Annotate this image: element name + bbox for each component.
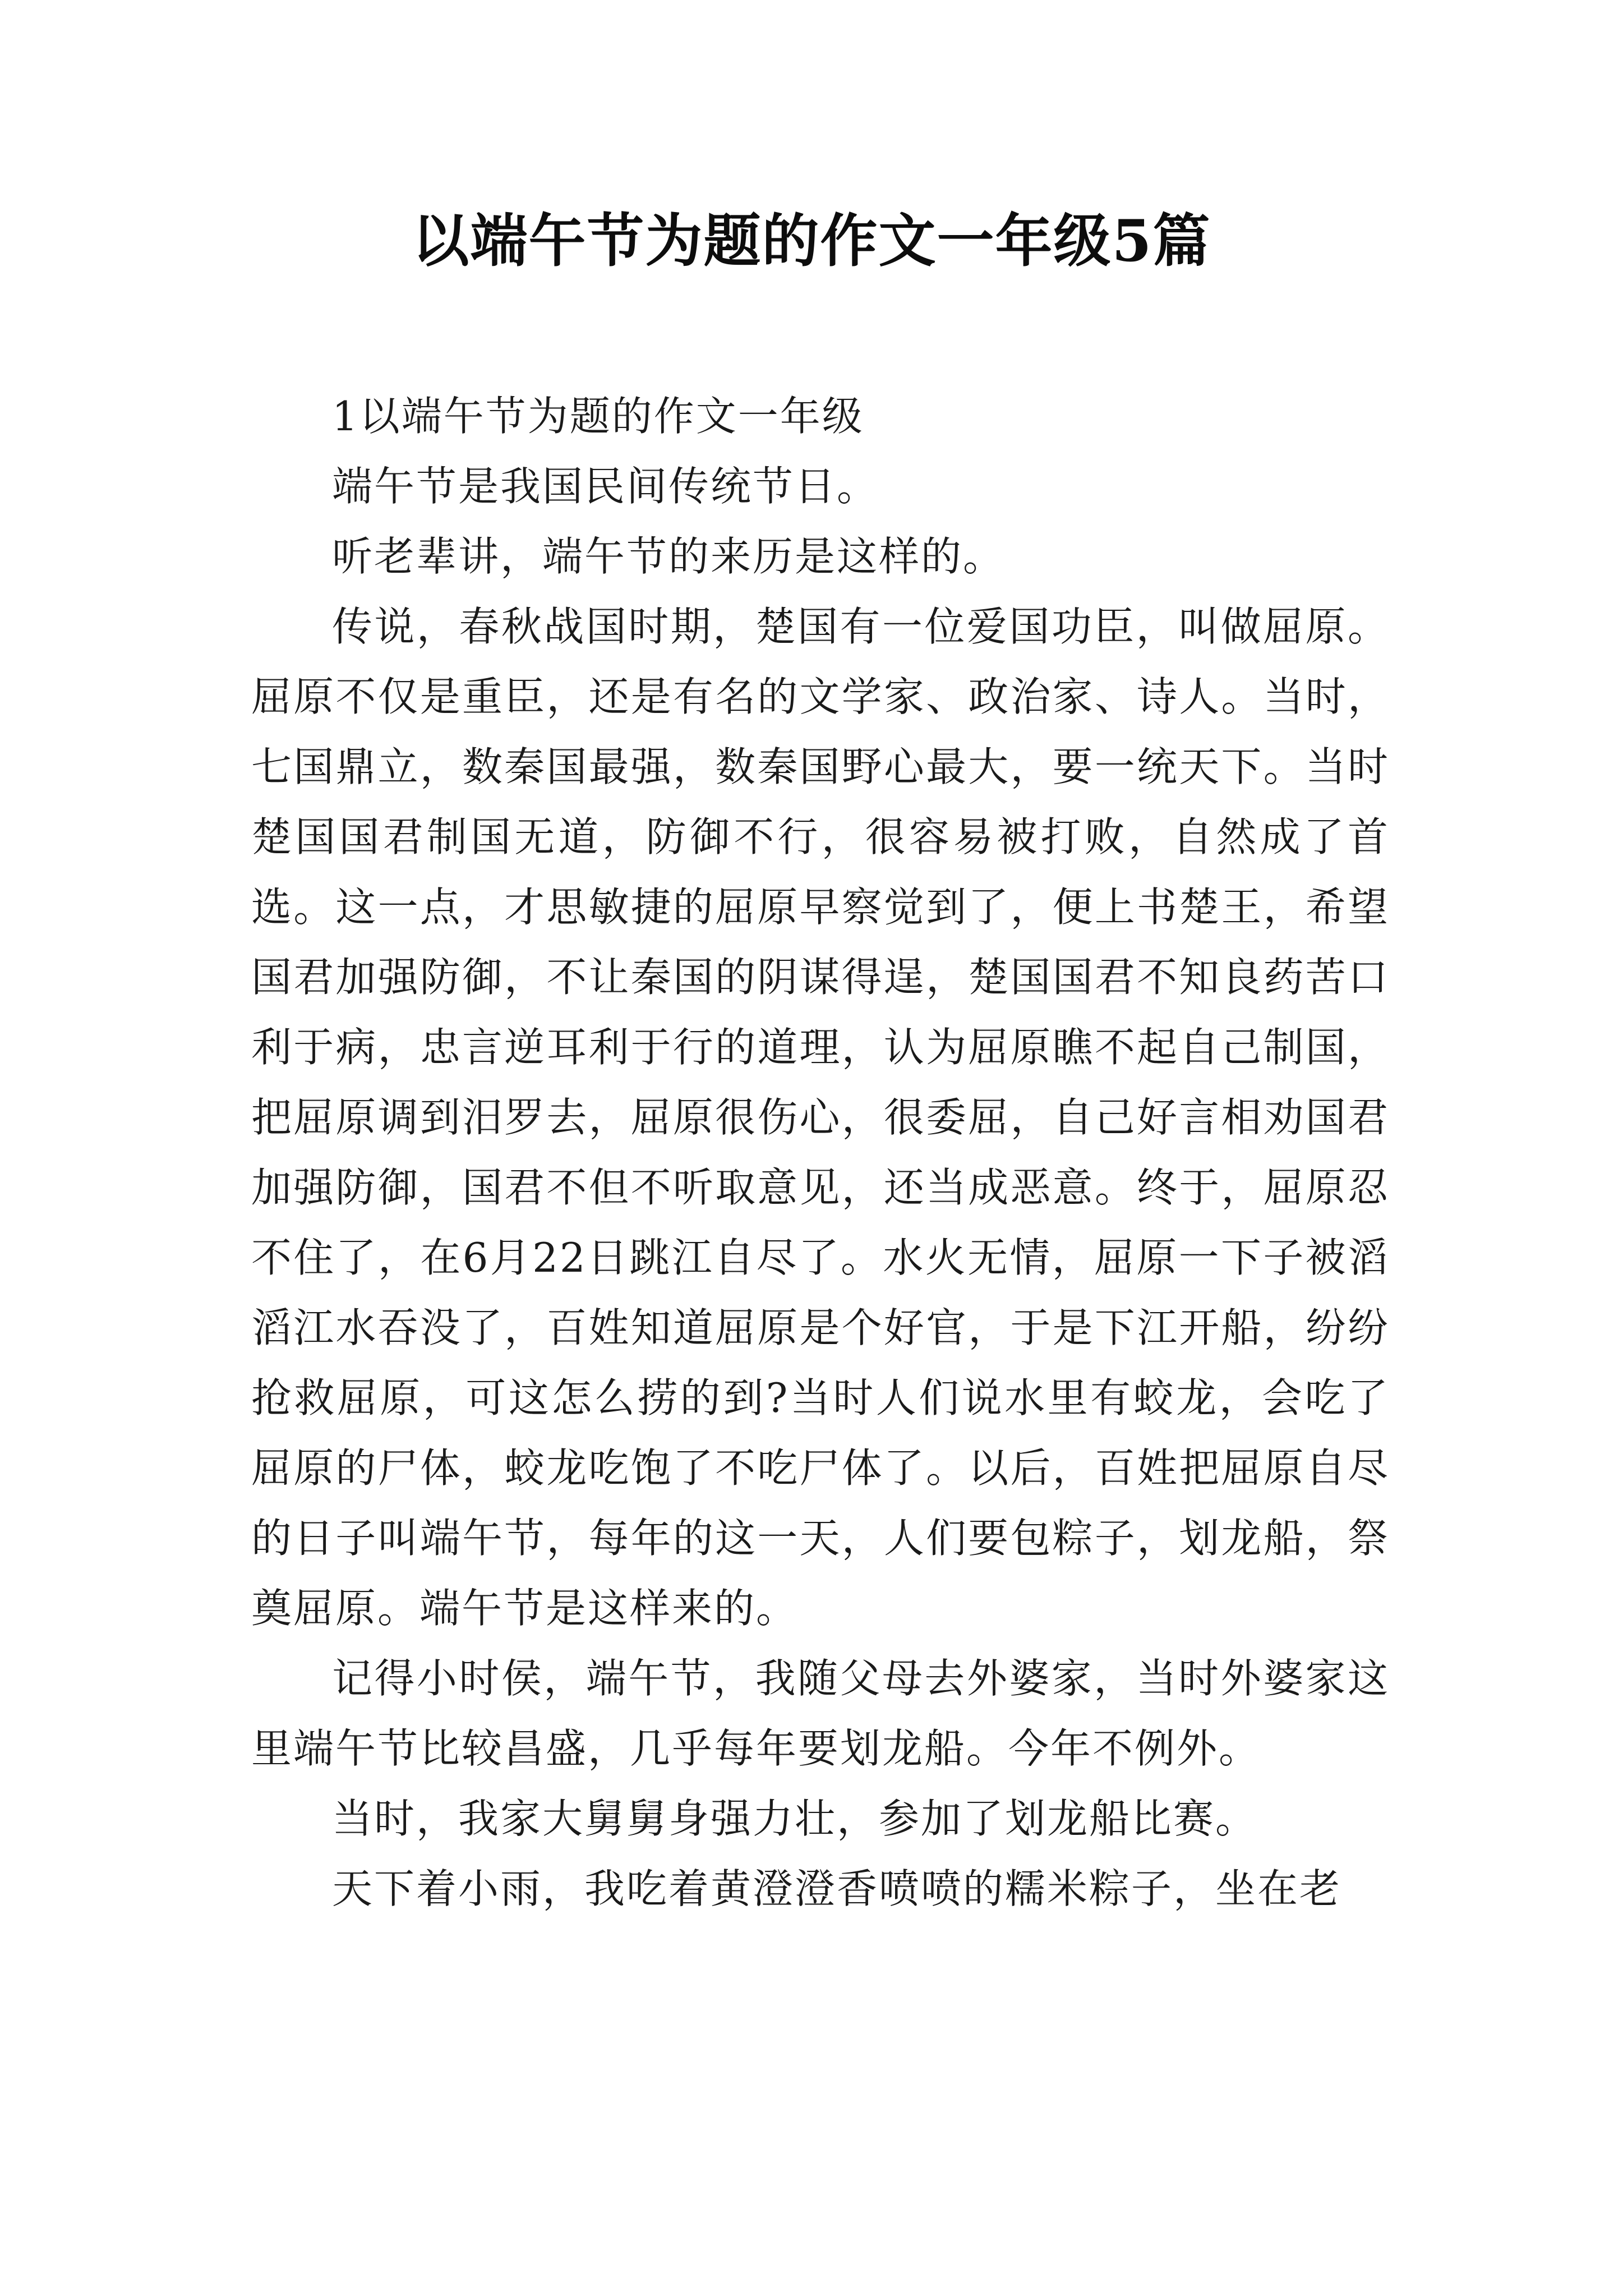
document-body — [251, 381, 1390, 1924]
paragraph: 记得小时侯，端午节，我随父母去外婆家，当时外婆家这里端午节比较昌盛，几乎每年要划龙船。今年不例外。 — [251, 1655, 1390, 1772]
paragraph: 传说，春秋战国时期，楚国有一位爱国功臣，叫做屈原。屈原不仅是重臣，还是有名的文学家、政治家、诗人。当时，七国鼎立，数秦国最强，数秦国野心最大，要一统天下。当时楚国国君制国无道，防御不行，很容易被打败，自然成了首选。这一点，才思敏捷的屈原早察觉到了，便上书楚王，希望国君加强防御，不让秦国的阴谋得逞，楚国国君不知良药苦口利于病，忠言逆耳利于行的道理，认为屈原瞧不起自己制国，把屈原调到汨罗去，屈原很伤心，很委屈，自己好言相劝国君加强防御，国君不但不听取意见，还当成恶意。终于，屈原忍不住了，在6月22日跳江自尽了。水火无情，屈原一下子被滔滔江水吞没了，百姓知道屈原是个好官，于是下江开船，纷纷抢救屈原，可这怎么捞的到?当时人们说水里有蛟龙，会吃了屈原的尸体，蛟龙吃饱了不吃尸体了。以后，百姓把屈原自尽的日子叫端午节，每年的这一天，人们要包粽子，划龙船，祭奠屈原。端午节是这样来的。 — [251, 603, 1390, 1632]
paragraph: 当时，我家大舅舅身强力壮，参加了划龙船比赛。 — [332, 1795, 1258, 1842]
document-title: 以端午节为题的作文一年级5篇 — [412, 208, 1211, 275]
paragraph: 端午节是我国民间传统节日。 — [332, 463, 879, 510]
paragraph-heading: 1以端午节为题的作文一年级 — [332, 393, 864, 440]
paragraph: 天下着小雨，我吃着黄澄澄香喷喷的糯米粽子，坐在老 — [332, 1865, 1342, 1912]
paragraph: 听老辈讲，端午节的来历是这样的。 — [332, 533, 1006, 580]
